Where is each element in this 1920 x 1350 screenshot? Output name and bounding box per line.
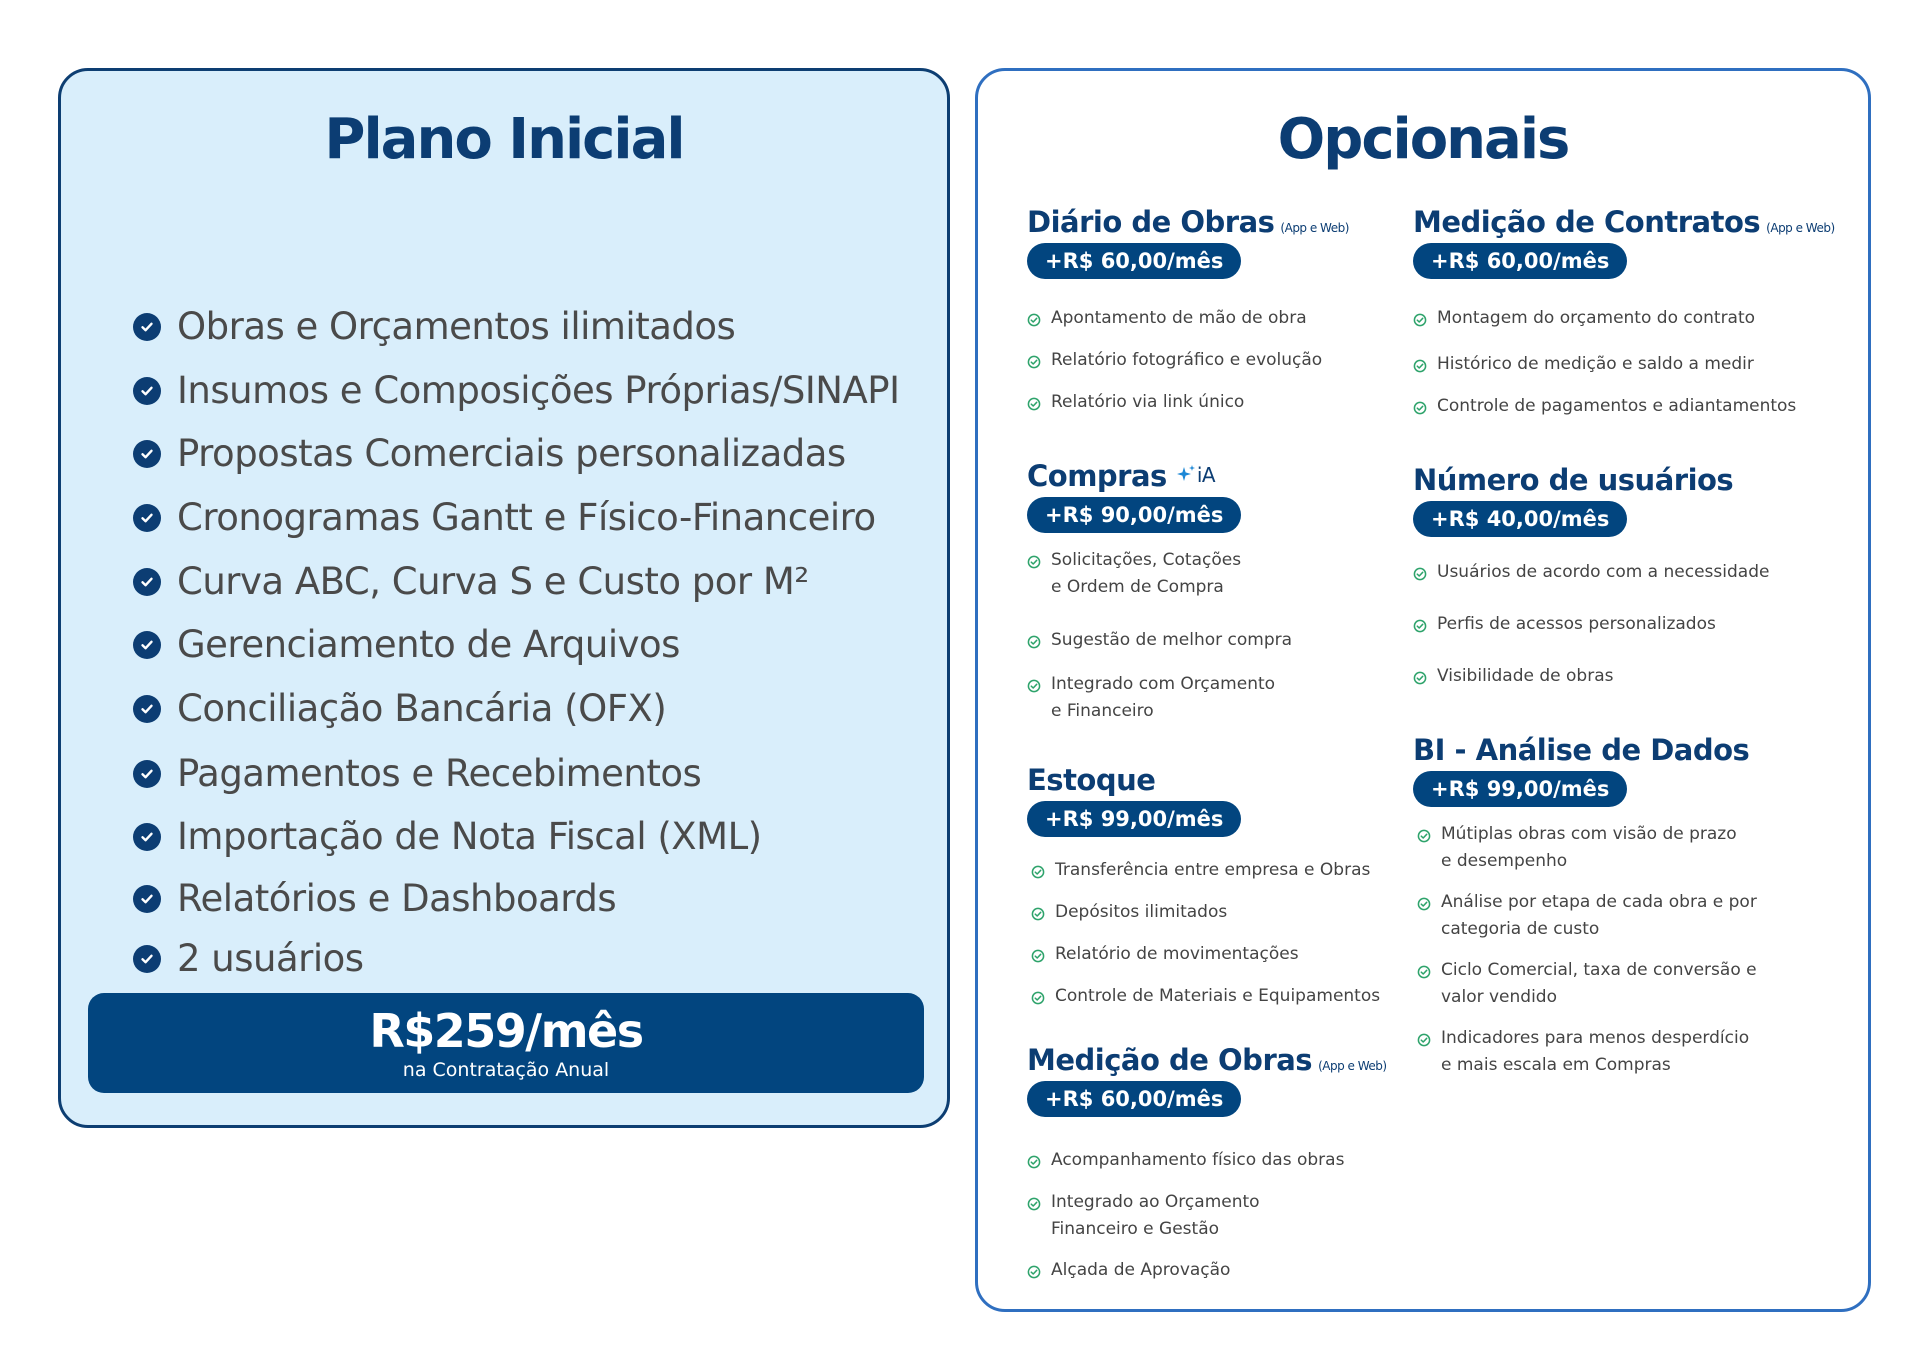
plano-price-note: na Contratação Anual bbox=[402, 1059, 610, 1081]
check-outline-icon bbox=[1027, 397, 1041, 411]
check-circle-icon bbox=[133, 568, 161, 596]
plano-inicial-card bbox=[58, 68, 950, 1128]
check-outline-icon bbox=[1413, 619, 1427, 633]
compras-feature-line: Sugestão de melhor compra bbox=[1051, 630, 1293, 650]
check-circle-icon bbox=[133, 504, 161, 532]
bi-feature-line: Análise por etapa de cada obra e por bbox=[1441, 892, 1757, 912]
medicao-obras-feature-line: Acompanhamento físico das obras bbox=[1051, 1150, 1345, 1170]
check-outline-icon bbox=[1027, 355, 1041, 369]
check-outline-icon bbox=[1027, 1197, 1041, 1211]
medicao-contratos-feature bbox=[1413, 355, 1754, 378]
usuarios-feature bbox=[1413, 563, 1769, 586]
check-outline-icon bbox=[1413, 567, 1427, 581]
bi-feature-line: Mútiplas obras com visão de prazo bbox=[1441, 824, 1737, 844]
estoque-feature-label: Controle de Materiais e Equipamentos bbox=[1055, 986, 1381, 1006]
check-outline-icon bbox=[1031, 865, 1045, 879]
bi-feature bbox=[1417, 825, 1737, 875]
bi-section bbox=[1413, 733, 1749, 807]
compras-feature bbox=[1027, 551, 1241, 601]
medicao-obras-section bbox=[1027, 1043, 1387, 1117]
check-outline-icon bbox=[1031, 907, 1045, 921]
check-outline-icon bbox=[1031, 991, 1045, 1005]
compras-price-pill: +R$ 90,00/mês bbox=[1027, 497, 1241, 533]
bi-feature-line: e desempenho bbox=[1441, 851, 1568, 871]
diario-feature-label: Apontamento de mão de obra bbox=[1051, 308, 1307, 328]
bi-price-pill: +R$ 99,00/mês bbox=[1413, 771, 1627, 807]
compras-feature-line: Solicitações, Cotações bbox=[1051, 550, 1242, 570]
bi-feature-line: Indicadores para menos desperdício bbox=[1441, 1028, 1750, 1048]
check-circle-icon bbox=[133, 440, 161, 468]
plan-feature bbox=[133, 305, 735, 348]
check-circle-icon bbox=[133, 760, 161, 788]
medicao-obras-price-pill: +R$ 60,00/mês bbox=[1027, 1081, 1241, 1117]
check-outline-icon bbox=[1413, 359, 1427, 373]
check-outline-icon bbox=[1027, 1265, 1041, 1279]
plan-feature-label: Curva ABC, Curva S e Custo por M² bbox=[177, 560, 809, 603]
plan-feature-label: Obras e Orçamentos ilimitados bbox=[177, 305, 736, 348]
check-circle-icon bbox=[133, 823, 161, 851]
medicao-contratos-feature-label: Controle de pagamentos e adiantamentos bbox=[1437, 396, 1797, 416]
usuarios-feature-label: Visibilidade de obras bbox=[1437, 666, 1614, 686]
plan-feature-label: Cronogramas Gantt e Físico-Financeiro bbox=[177, 496, 876, 539]
medicao-obras-feature bbox=[1027, 1151, 1344, 1174]
medicao-contratos-title: Medição de Contratos bbox=[1413, 205, 1761, 239]
medicao-contratos-note: (App e Web) bbox=[1766, 221, 1835, 235]
medicao-obras-feature-line: Financeiro e Gestão bbox=[1051, 1219, 1220, 1239]
estoque-feature-label: Depósitos ilimitados bbox=[1055, 902, 1228, 922]
plan-feature bbox=[133, 560, 809, 603]
diario-feature-label: Relatório fotográfico e evolução bbox=[1051, 350, 1323, 370]
estoque-title: Estoque bbox=[1027, 763, 1156, 797]
medicao-contratos-feature bbox=[1413, 309, 1755, 332]
medicao-obras-feature-line: Alçada de Aprovação bbox=[1051, 1260, 1231, 1280]
medicao-contratos-feature bbox=[1413, 397, 1796, 420]
plan-feature-label: Conciliação Bancária (OFX) bbox=[177, 687, 667, 730]
compras-feature bbox=[1027, 675, 1275, 725]
check-circle-icon bbox=[133, 377, 161, 405]
plano-inicial-title: Plano Inicial bbox=[324, 107, 684, 172]
plan-feature-label: Gerenciamento de Arquivos bbox=[177, 623, 680, 666]
opcionais-card bbox=[975, 68, 1871, 1312]
usuarios-feature bbox=[1413, 615, 1716, 638]
check-outline-icon bbox=[1417, 965, 1431, 979]
check-outline-icon bbox=[1417, 897, 1431, 911]
estoque-feature bbox=[1031, 945, 1299, 968]
medicao-contratos-feature-label: Montagem do orçamento do contrato bbox=[1437, 308, 1756, 328]
bi-feature-line: categoria de custo bbox=[1441, 919, 1600, 939]
medicao-obras-feature bbox=[1027, 1193, 1260, 1243]
compras-title: Compras bbox=[1027, 459, 1167, 493]
plan-feature-label: Propostas Comerciais personalizadas bbox=[177, 432, 846, 475]
estoque-feature bbox=[1031, 861, 1370, 884]
plan-feature bbox=[133, 815, 762, 858]
bi-feature-line: e mais escala em Compras bbox=[1441, 1055, 1671, 1075]
plan-feature-label: Pagamentos e Recebimentos bbox=[177, 752, 702, 795]
estoque-feature bbox=[1031, 903, 1227, 926]
usuarios-price-pill: +R$ 40,00/mês bbox=[1413, 501, 1627, 537]
estoque-feature-label: Relatório de movimentações bbox=[1055, 944, 1299, 964]
diario-title: Diário de Obras bbox=[1027, 205, 1275, 239]
plan-feature bbox=[133, 432, 846, 475]
diario-note: (App e Web) bbox=[1280, 221, 1349, 235]
bi-feature bbox=[1417, 961, 1757, 1011]
compras-section bbox=[1027, 459, 1241, 533]
check-circle-icon bbox=[133, 945, 161, 973]
check-outline-icon bbox=[1027, 555, 1041, 569]
plan-feature bbox=[133, 937, 364, 980]
estoque-feature-label: Transferência entre empresa e Obras bbox=[1055, 860, 1371, 880]
check-outline-icon bbox=[1413, 313, 1427, 327]
check-outline-icon bbox=[1413, 401, 1427, 415]
bi-feature-line: valor vendido bbox=[1441, 987, 1557, 1007]
diario-section bbox=[1027, 205, 1349, 279]
check-outline-icon bbox=[1027, 679, 1041, 693]
bi-feature bbox=[1417, 893, 1757, 943]
check-outline-icon bbox=[1417, 1033, 1431, 1047]
medicao-obras-title: Medição de Obras bbox=[1027, 1043, 1313, 1077]
medicao-obras-note: (App e Web) bbox=[1318, 1059, 1387, 1073]
diario-feature-label: Relatório via link único bbox=[1051, 392, 1245, 412]
plan-feature-label: Importação de Nota Fiscal (XML) bbox=[177, 815, 762, 858]
compras-feature-line: e Ordem de Compra bbox=[1051, 577, 1224, 597]
check-outline-icon bbox=[1027, 313, 1041, 327]
usuarios-feature-label: Usuários de acordo com a necessidade bbox=[1437, 562, 1770, 582]
compras-feature-line: Integrado com Orçamento bbox=[1051, 674, 1276, 694]
check-circle-icon bbox=[133, 885, 161, 913]
plan-feature-label: 2 usuários bbox=[177, 937, 364, 980]
plan-feature bbox=[133, 752, 701, 795]
check-circle-icon bbox=[133, 313, 161, 341]
bi-feature-line: Ciclo Comercial, taxa de conversão e bbox=[1441, 960, 1757, 980]
medicao-contratos-feature-label: Histórico de medição e saldo a medir bbox=[1437, 354, 1754, 374]
check-outline-icon bbox=[1027, 1155, 1041, 1169]
bi-feature bbox=[1417, 1029, 1749, 1079]
estoque-price-pill: +R$ 99,00/mês bbox=[1027, 801, 1241, 837]
plan-feature bbox=[133, 369, 900, 412]
compras-ia-label: iA bbox=[1196, 463, 1216, 487]
plan-feature bbox=[133, 623, 680, 666]
plan-feature bbox=[133, 877, 616, 920]
estoque-section bbox=[1027, 763, 1241, 837]
medicao-contratos-price-pill: +R$ 60,00/mês bbox=[1413, 243, 1627, 279]
plan-feature-label: Insumos e Composições Próprias/SINAPI bbox=[177, 369, 900, 412]
compras-feature bbox=[1027, 631, 1292, 654]
plano-price-banner bbox=[88, 993, 924, 1093]
usuarios-feature bbox=[1413, 667, 1614, 690]
usuarios-title: Número de usuários bbox=[1413, 463, 1734, 497]
check-outline-icon bbox=[1031, 949, 1045, 963]
opcionais-title: Opcionais bbox=[1277, 107, 1569, 172]
diario-feature bbox=[1027, 351, 1322, 374]
estoque-feature bbox=[1031, 987, 1380, 1010]
check-outline-icon bbox=[1027, 635, 1041, 649]
bi-title: BI - Análise de Dados bbox=[1413, 733, 1750, 767]
compras-feature-line: e Financeiro bbox=[1051, 701, 1154, 721]
check-circle-icon bbox=[133, 631, 161, 659]
sparkle-icon bbox=[1175, 464, 1197, 486]
medicao-obras-feature bbox=[1027, 1261, 1230, 1284]
plano-price: R$259/mês bbox=[369, 1004, 643, 1058]
usuarios-section bbox=[1413, 463, 1733, 537]
check-outline-icon bbox=[1413, 671, 1427, 685]
plan-feature bbox=[133, 687, 666, 730]
diario-feature bbox=[1027, 309, 1307, 332]
medicao-contratos-section bbox=[1413, 205, 1835, 279]
medicao-obras-feature-line: Integrado ao Orçamento bbox=[1051, 1192, 1260, 1212]
plan-feature bbox=[133, 496, 876, 539]
usuarios-feature-label: Perfis de acessos personalizados bbox=[1437, 614, 1716, 634]
check-outline-icon bbox=[1417, 829, 1431, 843]
diario-feature bbox=[1027, 393, 1244, 416]
diario-price-pill: +R$ 60,00/mês bbox=[1027, 243, 1241, 279]
check-circle-icon bbox=[133, 695, 161, 723]
plan-feature-label: Relatórios e Dashboards bbox=[177, 877, 617, 920]
